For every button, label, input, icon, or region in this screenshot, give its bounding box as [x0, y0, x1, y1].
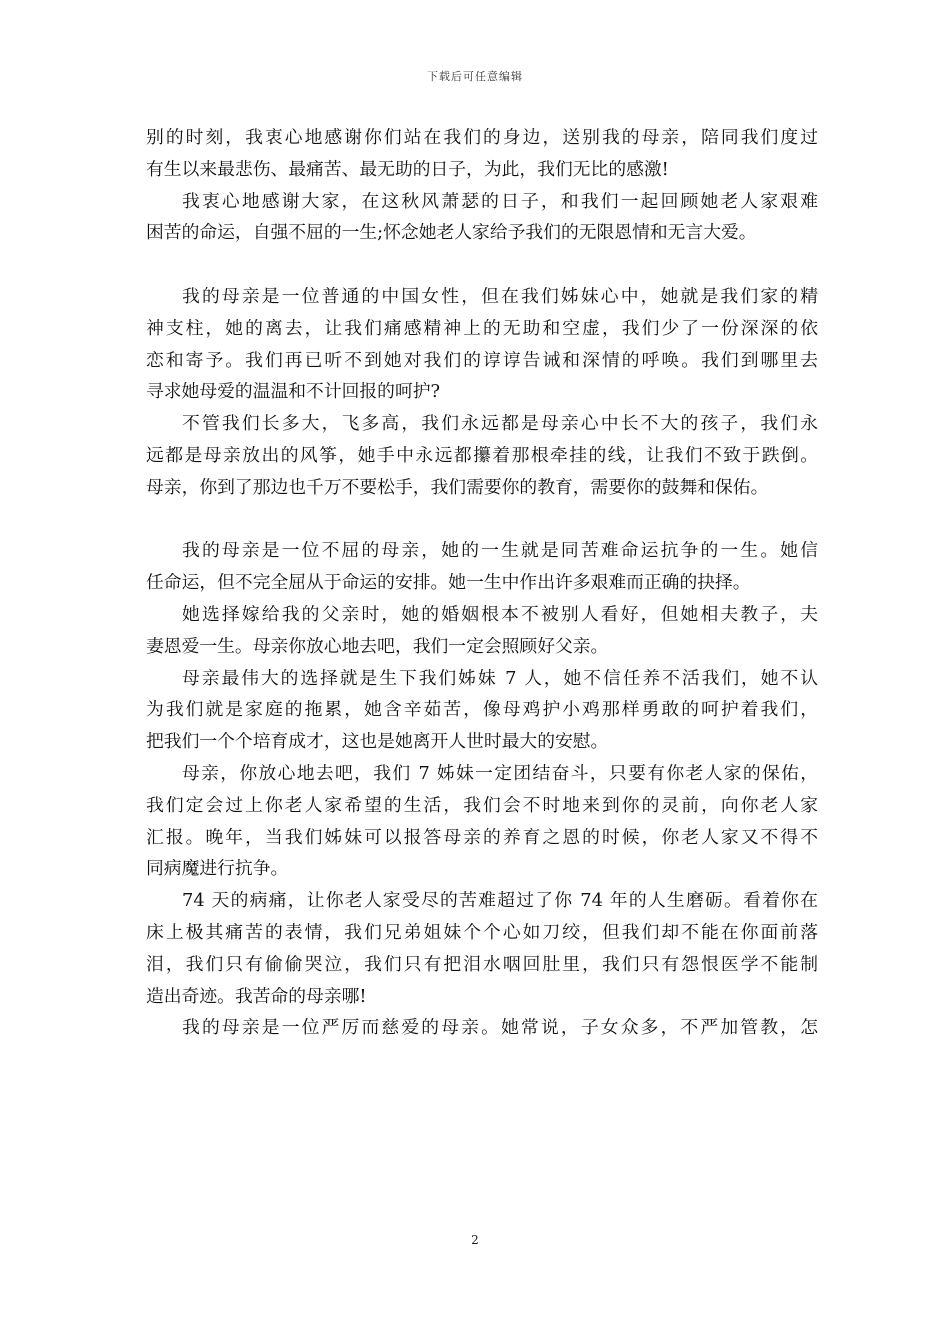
document-body	[146, 122, 818, 1044]
page-header: 下载后可任意编辑	[427, 70, 523, 83]
paragraph-gap	[146, 504, 818, 536]
text-line: 把我们一个个培育成才，这也是她离开人世时最大的安慰。	[146, 731, 609, 753]
text-line: 母亲最伟大的选择就是生下我们姊妹 7 人，她不信任养不活我们，她不认	[182, 667, 818, 689]
text-line: 泪，我们只有偷偷哭泣，我们只有把泪水咽回肚里，我们只有怨恨医学不能制	[146, 953, 818, 975]
paragraph	[146, 663, 818, 758]
paragraph	[146, 408, 818, 503]
paragraph	[146, 281, 818, 408]
text-line: 不管我们长多大，飞多高，我们永远都是母亲心中长不大的孩子，我们永	[182, 413, 818, 435]
text-line: 有生以来最悲伤、最痛苦、最无助的日子，为此，我们无比的感激!	[146, 158, 669, 180]
paragraph	[146, 885, 818, 1012]
text-line: 恋和寄予。我们再已听不到她对我们的谆谆告诫和深情的呼唤。我们到哪里去	[146, 349, 818, 371]
text-line: 神支柱，她的离去，让我们痛感精神上的无助和空虚，我们少了一份深深的依	[146, 317, 818, 339]
text-line: 妻恩爱一生。母亲你放心地去吧，我们一定会照顾好父亲。	[146, 635, 609, 657]
text-line: 我的母亲是一位不屈的母亲，她的一生就是同苦难命运抗争的一生。她信	[182, 540, 818, 562]
text-line: 任命运，但不完全屈从于命运的安排。她一生中作出许多艰难而正确的抉择。	[146, 572, 751, 594]
text-line: 我的母亲是一位普通的中国女性，但在我们姊妹心中，她就是我们家的精	[182, 285, 818, 307]
text-line: 我衷心地感谢大家，在这秋风萧瑟的日子，和我们一起回顾她老人家艰难	[182, 190, 818, 212]
text-line: 同病魔进行抗争。	[146, 858, 289, 880]
text-line: 寻求她母爱的温温和不计回报的呵护?	[146, 381, 441, 403]
page-number: 2	[471, 1233, 479, 1247]
paragraph	[146, 535, 818, 599]
paragraph	[146, 758, 818, 885]
text-line: 我的母亲是一位严厉而慈爱的母亲。她常说，子女众多，不严加管教，怎	[182, 1017, 818, 1039]
text-line: 为我们就是家庭的拖累，她含辛茹苦，像母鸡护小鸡那样勇敢的呵护着我们，	[146, 699, 818, 721]
paragraph	[146, 186, 818, 250]
text-line: 她选择嫁给我的父亲时，她的婚姻根本不被别人看好，但她相夫教子，夫	[182, 603, 818, 625]
text-line: 远都是母亲放出的风筝，她手中永远都攥着那根牵挂的线，让我们不致于跌倒。	[146, 444, 818, 466]
paragraph	[146, 1012, 818, 1044]
text-line: 困苦的命运，自强不屈的一生;怀念她老人家给予我们的无限恩情和无言大爱。	[146, 222, 757, 244]
text-line: 别的时刻，我衷心地感谢你们站在我们的身边，送别我的母亲，陪同我们度过	[146, 127, 818, 148]
text-line: 74 天的病痛，让你老人家受尽的苦难超过了你 74 年的人生磨砺。看着你在	[182, 890, 818, 912]
text-line: 汇报。晚年，当我们姊妹可以报答母亲的养育之恩的时候，你老人家又不得不	[146, 826, 818, 848]
paragraph-gap	[146, 249, 818, 281]
text-line: 我们定会过上你老人家希望的生活，我们会不时地来到你的灵前，向你老人家	[146, 794, 818, 816]
paragraph	[146, 122, 818, 186]
text-line: 母亲，你放心地去吧，我们 7 姊妹一定团结奋斗，只要有你老人家的保佑，	[182, 762, 818, 784]
paragraph	[146, 599, 818, 663]
text-line: 床上极其痛苦的表情，我们兄弟姐妹个个心如刀绞，但我们却不能在你面前落	[146, 921, 818, 943]
text-line: 母亲，你到了那边也千万不要松手，我们需要你的教育，需要你的鼓舞和保佑。	[146, 476, 769, 498]
text-line: 造出奇迹。我苦命的母亲哪!	[146, 985, 367, 1007]
